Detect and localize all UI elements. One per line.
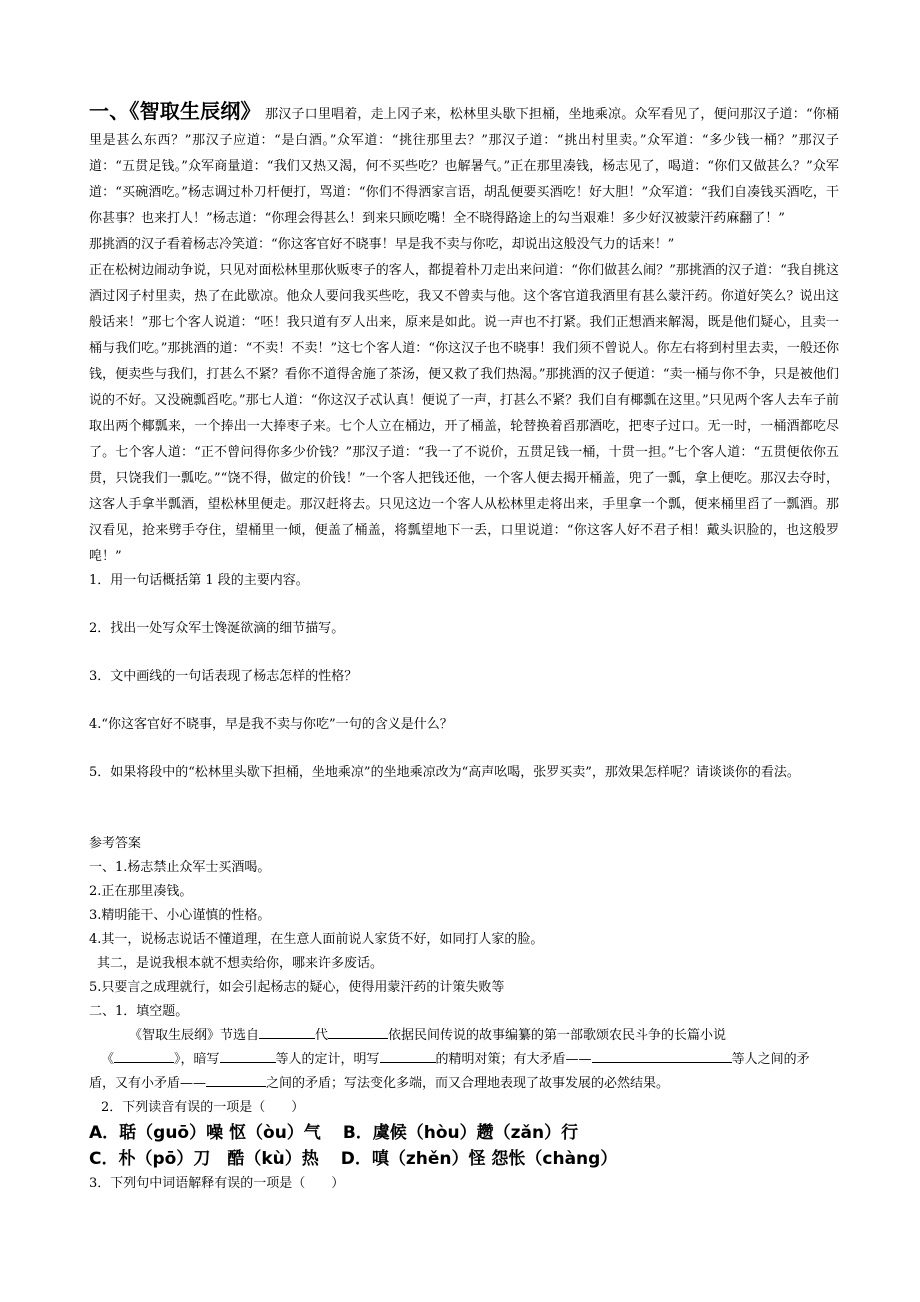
fill-text-d: 《 [101, 1052, 115, 1067]
answer-line-4: 4.其一，说杨志说话不懂道理，在生意人面前说人家货不好，如同打人家的脸。 [89, 932, 544, 947]
option-a: A．聒（guō）噪 怄（òu）气 [89, 1123, 321, 1143]
answers-heading: 参考答案 [89, 836, 142, 851]
fill-text-j: 之间的矛盾；写法变化多端，而又合理地表现了故事发展的必然结果。 [266, 1076, 670, 1091]
fill-line-2 [89, 1048, 839, 1072]
document-page [89, 98, 839, 1196]
blank-author[interactable] [328, 1024, 388, 1039]
fill-text-h: 等人之间的矛 [731, 1052, 810, 1067]
passage-paragraph-1-rest: “你桶里是甚么东西？”那汉子应道：“是白酒。”众军道：“挑往那里去？”那汉子道：“挑出村里卖。”众军道：“多少钱一桶？”那汉子道：“五贯足钱。”众军商量道：“我们又热又渴，何不买些吃？也解暑气。”正在那里凑钱，杨志见了，喝道：“你们又做甚么？”众军道：“买碗酒吃。”杨志调过朴刀杆便打，骂道：“你们不得洒家言语，胡乱便要买酒吃！好大胆！”众军道：“我们自凑钱买酒吃，干你甚事？也来打人！”杨志道：“你理会得甚么！到来只顾吃嘴！全不晓得路途上的勾当艰难！多少好汉被蒙汗药麻翻了！” [89, 107, 839, 226]
question-1: 1．用一句话概括第 1 段的主要内容。 [89, 573, 309, 588]
option-b: B．虞候（hòu）趱（zǎn）行 [342, 1123, 579, 1143]
fill-text-a: 《智取生辰纲》节选自 [129, 1028, 260, 1043]
blank-minor-conflict[interactable] [206, 1072, 266, 1087]
fill-text-c: 依据民间传说的故事编纂的第一部歌颂农民斗争的长篇小说 [388, 1028, 727, 1043]
fill-text-i: 盾，又有小矛盾—— [89, 1076, 207, 1091]
passage-paragraph-2: 那挑酒的汉子看着杨志冷笑道：“你这客官好不晓事！早是我不卖与你吃，却说出这般没气力的话来！” [89, 237, 675, 252]
passage-intro-text: 那汉子口里唱着，走上冈子来，松林里头歇下担桶，坐地乘凉。众军看见了，便问那汉子道： [265, 107, 806, 122]
options-row-2 [89, 1146, 839, 1172]
blank-countermeasure[interactable] [380, 1048, 436, 1063]
answer-line-6: 5.只要言之成理就行，如会引起杨志的疑心，使得用蒙汗药的计策失败等 [89, 980, 505, 995]
blank-dynasty[interactable] [259, 1024, 315, 1039]
answer-line-5: 其二，是说我根本就不想卖给你，哪来许多废话。 [97, 956, 384, 971]
section-title: 一、《智取生辰纲》 [89, 99, 261, 123]
passage-paragraph-3: 正在松树边闹动争说，只见对面松林里那伙贩枣子的客人，都提着朴刀走出来问道：“你们做甚么闹？”那挑酒的汉子道：“我自挑这酒过冈子村里卖，热了在此歇凉。他众人要问我买些吃，我又不曾卖与他。这个客官道我酒里有甚么蒙汗药。你道好笑么？说出这般话来！”那七个客人说道：“呸！我只道有歹人出来，原来是如此。说一声也不打紧。我们正想酒来解渴，既是他们疑心，且卖一桶与我们吃。”那挑酒的道：“不卖！不卖！”这七个客人道：“你这汉子也不晓事！我们须不曾说人。你左右将到村里去卖，一般还你钱，便卖些与我们，打甚么不紧？看你不道得舍施了茶汤，便又救了我们热渴。”那挑酒的汉子便道：“卖一桶与你不争，只是被他们说的不好。又没碗瓢舀吃。”那七人道：“你这汉子忒认真！便说了一声，打甚么不紧？我们自有椰瓢在这里。”只见两个客人去车子前取出两个椰瓢来，一个捧出一大捧枣子来。七个人立在桶边，开了桶盖，轮替换着舀那酒吃，把枣子过口。无一时，一桶酒都吃尽了。七个客人道：“正不曾问得你多少价钱？”那汉子道：“我一了不说价，五贯足钱一桶，十贯一担。”七个客人道：“五贯便依你五贯，只饶我们一瓢吃。”“饶不得，做定的价钱！”一个客人把钱还他，一个客人便去揭开桶盖，兜了一瓢，拿上便吃。那汉去夺时，这客人手拿半瓢酒，望松林里便走。那汉赶将去。只见这边一个客人从松林里走将出来，手里拿一个瓢，便来桶里舀了一瓢酒。那汉看见，抢来劈手夺住，望桶里一倾，便盖了桶盖，将瓢望地下一丢，口里说道：“你这客人好不君子相！戴头识脸的，也这般罗唣！” [89, 263, 839, 564]
part2-fill-label: 二、1．填空题。 [89, 1004, 189, 1019]
question-2: 2．找出一处写众军士馋涎欲滴的细节描写。 [89, 621, 345, 636]
fill-text-f: 等人的定计，明写 [275, 1052, 380, 1067]
question-3: 3．文中画线的一句话表现了杨志怎样的性格？ [89, 669, 358, 684]
question-2-label: 2．下列读音有误的一项是（ ） [101, 1100, 305, 1115]
fill-text-e: 》，暗写 [174, 1052, 220, 1067]
blank-plotters[interactable] [220, 1048, 276, 1063]
question-5: 5．如果将段中的“松林里头歇下担桶，坐地乘凉”的坐地乘凉改为“高声吆喝，张罗买卖”，那效果怎样呢？请谈谈你的看法。 [89, 765, 800, 780]
options-row-1 [89, 1120, 839, 1146]
blank-major-conflict[interactable] [592, 1048, 732, 1063]
blank-novel[interactable] [114, 1048, 174, 1063]
fill-line-3 [89, 1072, 839, 1096]
answer-line-2: 2.正在那里凑钱。 [89, 884, 193, 899]
answer-line-1: 一、1.杨志禁止众军士买酒喝。 [89, 860, 271, 875]
question-3-label: 3．下列句中词语解释有误的一项是（ ） [89, 1176, 345, 1191]
fill-line-1 [89, 1024, 839, 1048]
fill-text-g: 的精明对策；有大矛盾—— [435, 1052, 592, 1067]
option-d: D．嗔（zhěn）怪 怨怅（chàng） [340, 1149, 618, 1169]
question-4: 4.“你这客官好不晓事，早是我不卖与你吃”一句的含义是什么？ [89, 717, 453, 732]
option-c: C．朴（pō）刀 酷（kù）热 [89, 1149, 319, 1169]
fill-text-b: 代 [315, 1028, 329, 1043]
answer-line-3: 3.精明能干、小心谨慎的性格。 [89, 908, 271, 923]
passage-paragraph-1 [89, 98, 839, 232]
